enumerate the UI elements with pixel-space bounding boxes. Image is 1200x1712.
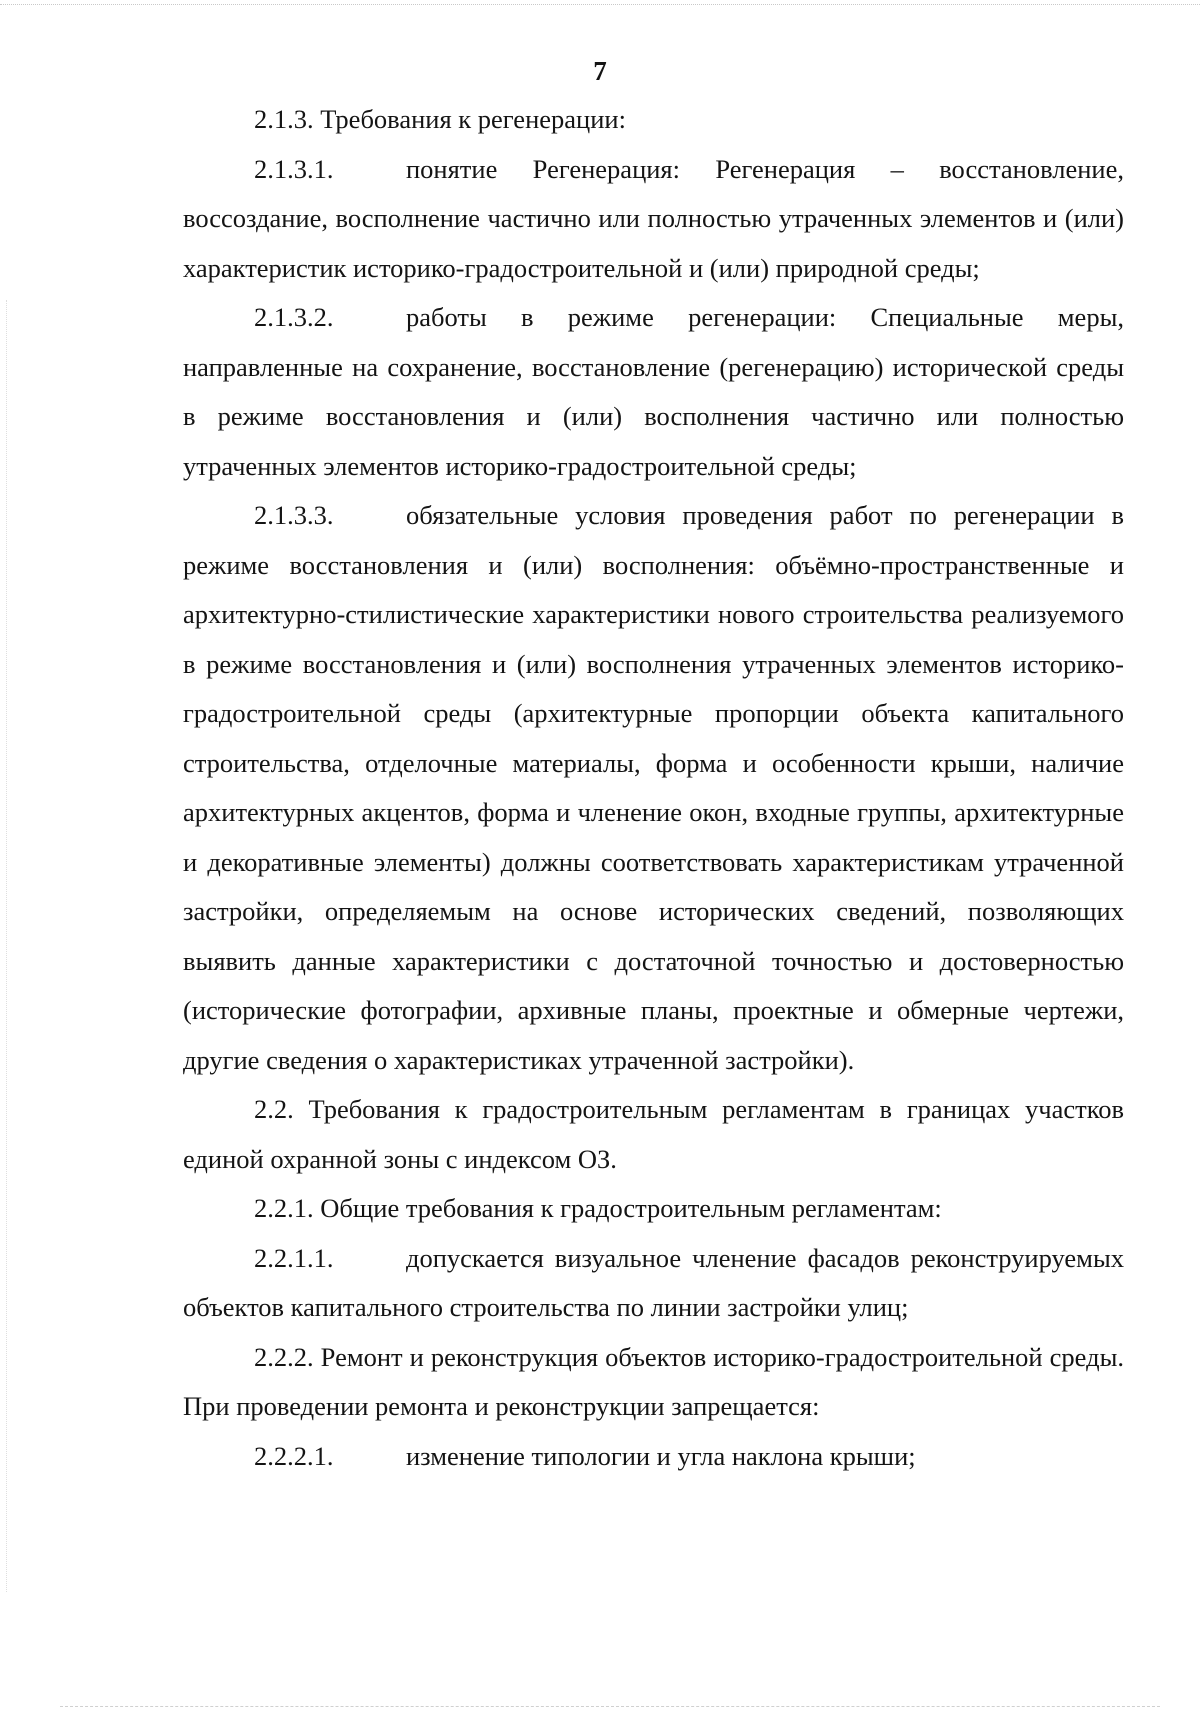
paragraph-2-2-1-1 bbox=[183, 1234, 1124, 1333]
scan-edge-bottom bbox=[60, 1706, 1160, 1707]
scan-edge-left bbox=[6, 300, 7, 1592]
paragraph-2-2-2-1 bbox=[183, 1432, 1124, 1482]
clause-number: 2.1.3.1. bbox=[254, 153, 334, 184]
paragraph-2-2 bbox=[183, 1085, 1124, 1184]
page-number: 7 bbox=[593, 56, 607, 86]
paragraph-2-2-1 bbox=[183, 1184, 1124, 1234]
paragraph-2-2-2 bbox=[183, 1333, 1124, 1432]
document-body bbox=[183, 95, 1124, 1481]
clause-number: 2.1.3.3. bbox=[254, 500, 334, 530]
paragraph-text: допускается визуальное членение фасадов реконструируемых объектов капитального строительства по линии застройки улиц; bbox=[183, 1242, 1124, 1322]
clause-number: 2.1.3.2. bbox=[254, 302, 334, 332]
paragraph-text: 2.2.2. Ремонт и реконструкция объектов историко-градостроительной среды. При проведении ремонта и реконструкции запрещается: bbox=[183, 1341, 1124, 1421]
paragraph-2-1-3-1 bbox=[183, 145, 1124, 294]
paragraph-2-1-3 bbox=[183, 95, 1124, 145]
paragraph-text: 2.1.3. Требования к регенерации: bbox=[254, 104, 626, 134]
paragraph-text: 2.2. Требования к градостроительным регламентам в границах участков единой охранной зоны с индексом ОЗ. bbox=[183, 1094, 1124, 1174]
clause-number: 2.2.2.1. bbox=[254, 1440, 334, 1471]
paragraph-text: изменение типологии и угла наклона крыши; bbox=[406, 1440, 916, 1471]
clause-number: 2.2.1.1. bbox=[254, 1242, 334, 1273]
paragraph-text: 2.2.1. Общие требования к градостроительным регламентам: bbox=[254, 1193, 942, 1223]
paragraph-2-1-3-2 bbox=[183, 293, 1124, 491]
paragraph-text: работы в режиме регенерации: Специальные меры, направленные на сохранение, восстановление (регенерацию) исторической среды в режиме восстановления и (или) восполнения частично или полностью утраченных элементов историко-градостроительной среды; bbox=[183, 302, 1124, 481]
scan-edge-top bbox=[0, 4, 1200, 5]
paragraph-text: понятие Регенерация: Регенерация – восстановление, воссоздание, восполнение частично или полностью утраченных элементов и (или) характеристик историко-градостроительной и (или) природной среды; bbox=[183, 153, 1124, 283]
paragraph-2-1-3-3 bbox=[183, 491, 1124, 1085]
paragraph-text: обязательные условия проведения работ по регенерации в режиме восстановления и (или) восполнения: объёмно-пространственные и архитектурно-стилистические характеристики нового строительства реализуемого в режиме восстановления и (или) восполнения утраченных элементов историко-градостроительной среды (архитектурные пропорции объекта капитального строительства, отделочные материалы, форма и особенности крыши, наличие архитектурных акцентов, форма и членение окон, входные группы, архитектурные и декоративные элементы) должны соответствовать характеристикам утраченной застройки, определяемым на основе исторических сведений, позволяющих выявить данные характеристики с достаточной точностью и достоверностью (исторические фотографии, архивные планы, проектные и обмерные чертежи, другие сведения о характеристиках утраченной застройки). bbox=[183, 500, 1124, 1075]
